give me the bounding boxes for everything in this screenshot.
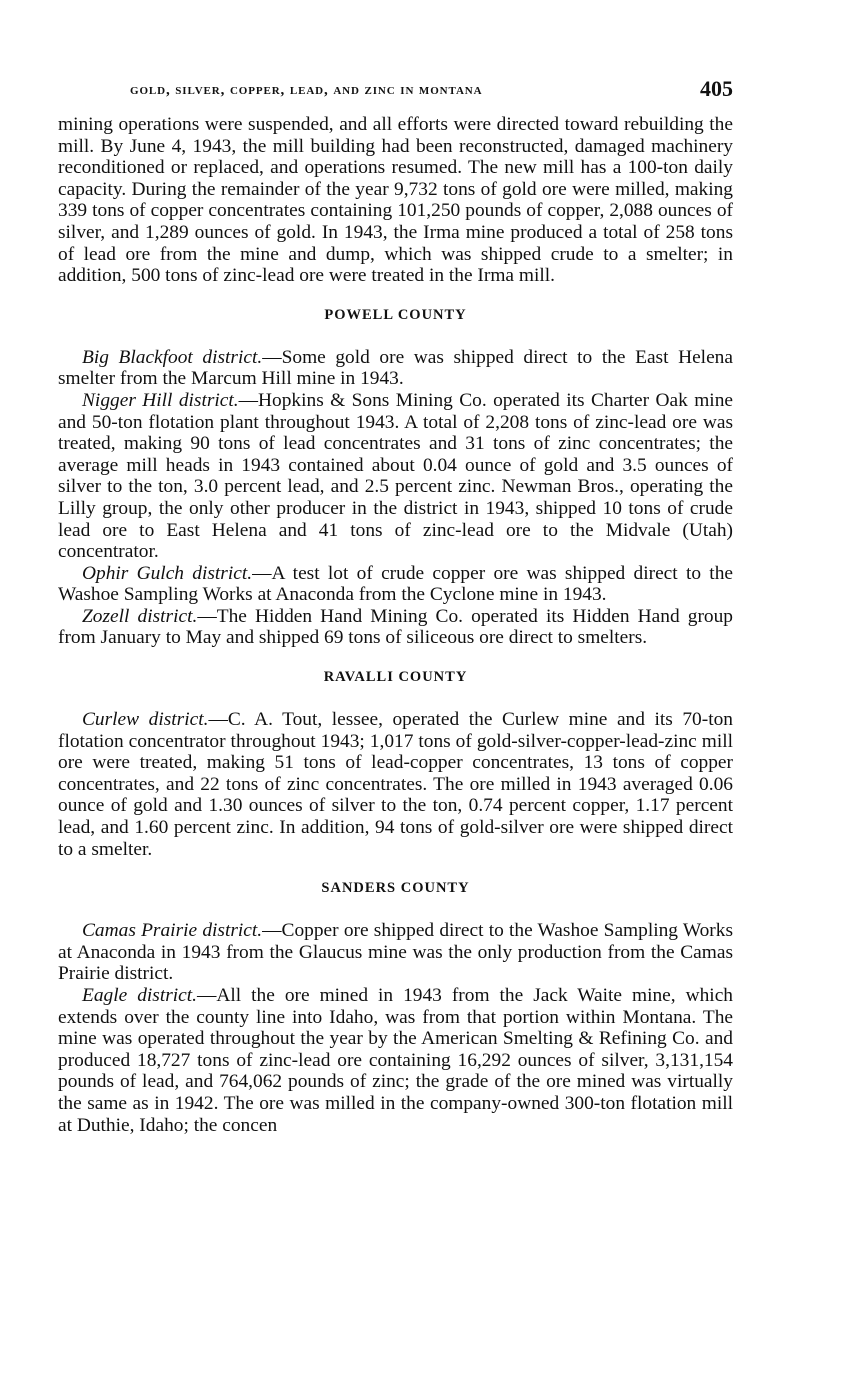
district-name: Big Blackfoot district. (82, 346, 263, 368)
running-title: gold, silver, copper, lead, and zinc in montana (130, 82, 483, 98)
district-name: Ophir Gulch district. (82, 562, 253, 584)
district-text: —A test lot of crude copper ore was shipped direct to the Washoe Sampling Works at Anaconda from the Cyclone mine in 1943. (58, 562, 734, 606)
district-name: Zozell district. (82, 605, 198, 627)
district-text: —C. A. Tout, lessee, operated the Curlew mine and its 70-ton flotation concentrator throughout 1943; 1,017 tons of gold-silver-copper-lead-zinc mill ore were treated, making 51 tons of lead-copper concentrates, 13 tons of copper concentrates, and 22 tons of zinc concentrates. The ore milled in 1943 averaged 0.06 ounce of gold and 1.30 ounces of silver to the ton, 0.74 percent copper, 1.17 percent lead, and 1.60 percent zinc. In addition, 94 tons of gold-silver ore were shipped direct to a smelter. (58, 709, 733, 860)
section-heading-powell: POWELL COUNTY (324, 306, 467, 323)
district-paragraph (58, 347, 733, 390)
district-paragraph (58, 563, 733, 606)
district-paragraph (58, 985, 733, 1136)
district-paragraph (58, 390, 733, 563)
district-text: —Some gold ore was shipped direct to the East Helena smelter from the Marcum Hill mine in 1943. (58, 346, 733, 390)
district-name: Eagle district. (82, 985, 198, 1006)
district-name: Curlew district. (82, 709, 209, 731)
district-paragraph (58, 606, 733, 649)
district-name: Nigger Hill district. (82, 389, 239, 411)
running-head (58, 74, 733, 108)
intro-paragraph: mining operations were suspended, and all efforts were directed toward rebuilding the mill. By June 4, 1943, the mill building had been reconstructed, damaged machinery reconditioned or replaced, and operations resumed. The new mill has a 100-ton daily capacity. During the remainder of the year 9,732 tons of gold ore were milled, making 339 tons of copper concentrates containing 101,250 pounds of copper, 2,088 ounces of silver, and 1,289 ounces of gold. In 1943, the Irma mine produced a total of 258 tons of lead ore from the mine and dump, which was shipped crude to a smelter; in addition, 500 tons of zinc-lead ore were treated in the Irma mill. (58, 114, 733, 287)
district-text: —The Hidden Hand Mining Co. operated its Hidden Hand group from January to May and shipped 69 tons of siliceous ore direct to smelters. (58, 605, 733, 649)
page-number: 405 (700, 76, 733, 101)
district-text: —Hopkins & Sons Mining Co. operated its Charter Oak mine and 50-ton flotation plant throughout 1943. A total of 2,208 tons of zinc-lead ore was treated, making 90 tons of lead concentrates and 31 tons of zinc concentrates; the average mill heads in 1943 contained about 0.04 ounce of gold and 3.5 ounces of silver to the ton, 3.0 percent lead, and 2.5 percent zinc. Newman Bros., operating the Lilly group, the only other producer in the district in 1943, shipped 10 tons of crude lead ore to East Helena and 41 tons of zinc-lead ore to the Midvale (Utah) concentrator. (58, 389, 733, 563)
district-paragraph (58, 709, 733, 860)
district-paragraph (58, 920, 733, 985)
district-name: Camas Prairie district. (82, 920, 263, 942)
document-page (58, 74, 733, 1136)
section-heading-sanders: SANDERS COUNTY (321, 880, 470, 897)
district-text: —All the ore mined in 1943 from the Jack Waite mine, which extends over the county line into Idaho, was from that portion within Montana. The mine was operated throughout the year by the American Smelting & Refining Co. and produced 18,727 tons of zinc-lead ore containing 16,292 ounces of silver, 3,131,154 pounds of lead, and 764,062 pounds of zinc; the grade of the ore mined was virtually the same as in 1942. The ore was milled in the company-owned 300-ton flotation mill at Duthie, Idaho; the concen (58, 985, 733, 1136)
section-heading-ravalli: RAVALLI COUNTY (323, 669, 468, 686)
district-text: —Copper ore shipped direct to the Washoe Sampling Works at Anaconda in 1943 from the Glaucus mine was the only production from the Camas Prairie district. (58, 920, 734, 985)
